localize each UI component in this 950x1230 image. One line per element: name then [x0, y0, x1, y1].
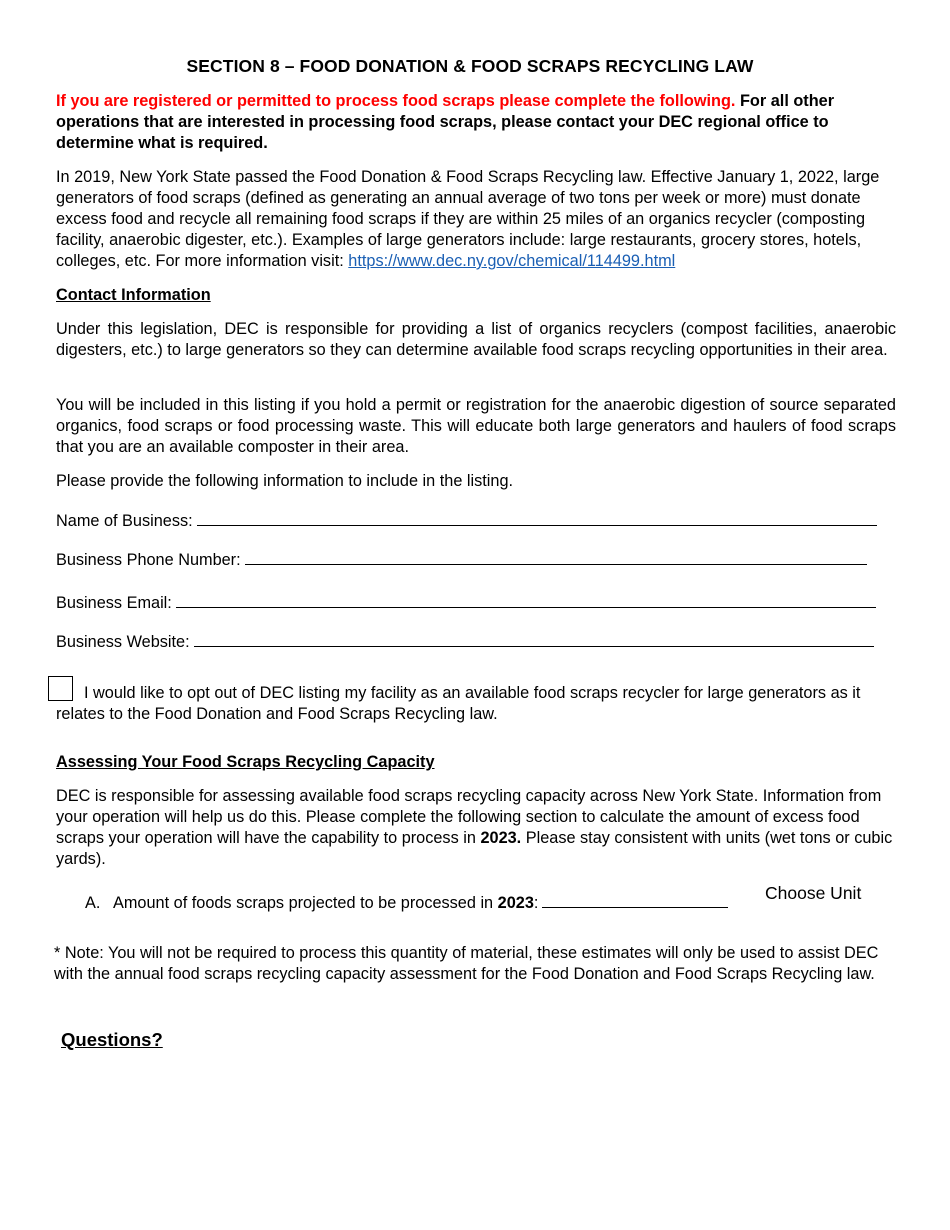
contact-paragraph-1: Under this legislation, DEC is responsible for providing a list of organics recyclers (compost facilities, anaerobic digesters, etc.) to large generators so they can determine available food scraps recycling opportunities in their area.: [56, 320, 896, 359]
item-a-label: Amount of foods scraps projected to be processed in: [113, 894, 494, 912]
law-paragraph: [56, 167, 896, 272]
projected-amount-input[interactable]: [542, 892, 728, 908]
business-name-input[interactable]: [197, 510, 877, 526]
item-a-year: 2023: [497, 894, 534, 912]
business-name-label: Name of Business:: [56, 512, 193, 530]
business-phone-input[interactable]: [245, 549, 867, 565]
questions-heading: Questions?: [61, 1029, 163, 1050]
capacity-paragraph-text: DEC is responsible for assessing available food scraps recycling capacity across New York State. Information from your operation will help us do this. Please complete the following section to calculate the amount of excess food scraps your operation will have the capability to process in: [56, 787, 882, 847]
capacity-note: * Note: You will not be required to process this quantity of material, these estimates will only be used to assist DEC with the annual food scraps recycling capacity assessment for the Food Donation and Food Scraps Recycling law.: [54, 944, 879, 983]
capacity-item-a: [85, 892, 728, 914]
business-email-field: [56, 592, 876, 614]
capacity-paragraph-units: Please stay consistent with units (wet tons or cubic yards).: [56, 829, 893, 868]
intro-notice: [56, 91, 892, 154]
unit-dropdown[interactable]: Choose Unit: [765, 883, 862, 903]
business-website-field: [56, 631, 874, 653]
business-email-label: Business Email:: [56, 594, 172, 612]
business-name-field: [56, 510, 877, 532]
contact-paragraph-2: You will be included in this listing if you hold a permit or registration for the anaerobic digestion of source separated organics, food scraps or food processing waste. This will educate both large generators and haulers of food scraps that you are an available composter in their area.: [56, 396, 896, 456]
dec-info-link[interactable]: https://www.dec.ny.gov/chemical/114499.html: [348, 252, 676, 270]
business-email-input[interactable]: [176, 592, 876, 608]
optout-label: I would like to opt out of DEC listing my facility as an available food scraps recycler for large generators as it relates to the Food Donation and Food Scraps Recycling law.: [56, 684, 861, 723]
business-website-label: Business Website:: [56, 633, 190, 651]
item-a-marker: A.: [85, 894, 101, 912]
contact-heading: Contact Information: [56, 286, 211, 304]
capacity-paragraph-year: 2023.: [480, 829, 522, 847]
intro-bold-text: For all other operations that are interested in processing food scraps, please contact your DEC regional office to determine what is required.: [56, 92, 835, 152]
business-phone-field: [56, 549, 867, 571]
capacity-paragraph: [56, 786, 896, 870]
business-phone-label: Business Phone Number:: [56, 551, 241, 569]
section-title: SECTION 8 – FOOD DONATION & FOOD SCRAPS RECYCLING LAW: [186, 56, 754, 76]
item-a-colon: :: [533, 894, 539, 912]
intro-red-text: If you are registered or permitted to process food scraps please complete the following.: [56, 92, 736, 110]
business-website-input[interactable]: [194, 631, 874, 647]
law-paragraph-text: In 2019, New York State passed the Food Donation & Food Scraps Recycling law. Effective January 1, 2022, large generators of food scraps (defined as generating an annual average of two tons per week or more) must donate excess food and recycle all remaining food scraps if they are within 25 miles of an organics recycler (composting facility, anaerobic digester, etc.). Examples of large generators include: large restaurants, grocery stores, hotels, colleges, etc. For more information visit:: [56, 168, 880, 270]
capacity-heading: Assessing Your Food Scraps Recycling Capacity: [56, 753, 435, 771]
contact-paragraph-3: Please provide the following information to include in the listing.: [56, 472, 514, 490]
